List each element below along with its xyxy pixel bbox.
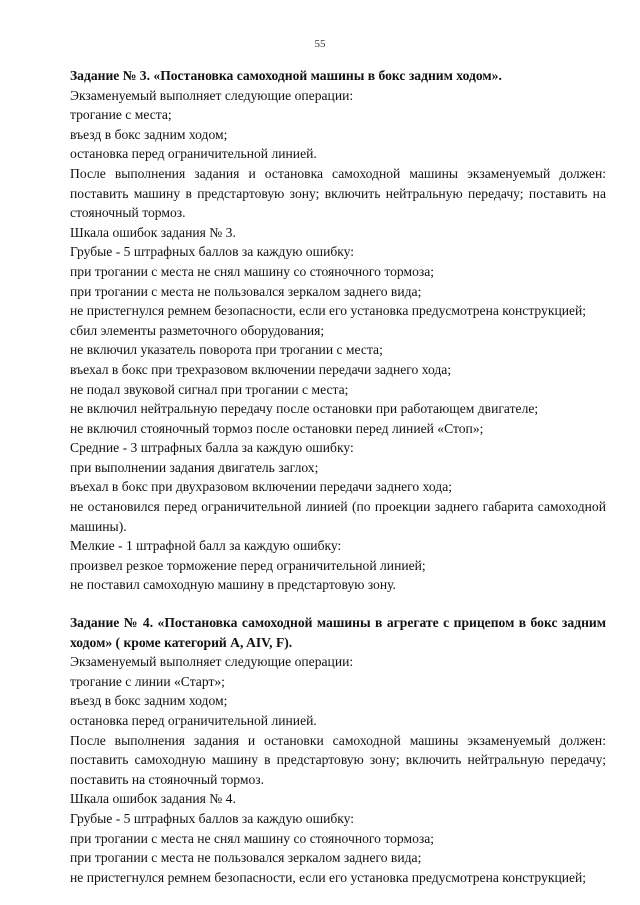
task-4-gross-item: при трогании с места не снял машину со стояночного тормоза; — [70, 830, 435, 846]
task-4-after-paragraph: После выполнения задания и остановки самоходной машины экзаменуемый должен: поставить самоходную машину в предстартовую зону; включить нейтральную передачу; поставить на стояночный тормоз. — [70, 732, 606, 787]
task-3-gross-item: не включил стояночный тормоз после остановки перед линией «Стоп»; — [70, 420, 484, 436]
page-content — [70, 66, 606, 887]
task-3-gross-item: не пристегнулся ремнем безопасности, если его установка предусмотрена конструкцией; — [70, 303, 587, 319]
task-3-gross-title: Грубые - 5 штрафных баллов за каждую ошибку: — [70, 244, 355, 260]
task-3-gross-item: въехал в бокс при трехразовом включении передачи заднего хода; — [70, 361, 452, 377]
task-3-gross-item: не подал звуковой сигнал при трогании с места; — [70, 381, 349, 397]
task-4-operation: въезд в бокс задним ходом; — [70, 693, 228, 709]
task-3-operation: трогание с места; — [70, 107, 172, 123]
task-3-minor-item: произвел резкое торможение перед ограничительной линией; — [70, 557, 426, 573]
task-3-operation: въезд в бокс задним ходом; — [70, 126, 228, 142]
section-spacer — [70, 595, 606, 613]
task-4-scale-title: Шкала ошибок задания № 4. — [70, 791, 236, 807]
task-4-intro: Экзаменуемый выполняет следующие операции: — [70, 654, 354, 670]
task-4-gross-item: не пристегнулся ремнем безопасности, если его установка предусмотрена конструкцией; — [70, 869, 587, 885]
task-4-heading: Задание № 4. «Постановка самоходной машины в агрегате с прицепом в бокс задним ходом» ( кроме категорий A, AIV, F). — [70, 615, 606, 650]
task-3-after-paragraph: После выполнения задания и остановка самоходной машины экзаменуемый должен: поставить машину в предстартовую зону; включить нейтральную передачу; поставить на стояночный тормоз. — [70, 165, 606, 221]
task-4-section — [70, 613, 606, 887]
task-3-minor-item: не поставил самоходную машину в предстартовую зону. — [70, 577, 396, 593]
task-3-gross-item: не включил указатель поворота при трогании с места; — [70, 342, 383, 358]
task-4-gross-title: Грубые - 5 штрафных баллов за каждую ошибку: — [70, 810, 355, 826]
task-3-operation: остановка перед ограничительной линией. — [70, 146, 317, 162]
task-3-heading: Задание № 3. «Постановка самоходной машины в бокс задним ходом». — [70, 68, 502, 83]
task-4-gross-item: при трогании с места не пользовался зеркалом заднего вида; — [70, 850, 422, 866]
task-3-gross-item: сбил элементы разметочного оборудования; — [70, 322, 325, 338]
task-3-medium-item: при выполнении задания двигатель заглох; — [70, 459, 319, 475]
task-3-intro: Экзаменуемый выполняет следующие операции: — [70, 87, 354, 103]
task-3-minor-title: Мелкие - 1 штрафной балл за каждую ошибку: — [70, 538, 342, 554]
task-3-medium-item: не остановился перед ограничительной линией (по проекции заднего габарита самоходной машины). — [70, 499, 606, 534]
task-4-operation: трогание с линии «Старт»; — [70, 673, 225, 689]
task-3-gross-item: при трогании с места не пользовался зеркалом заднего вида; — [70, 283, 422, 299]
page-number: 55 — [314, 38, 326, 50]
task-3-medium-title: Средние - 3 штрафных балла за каждую ошибку: — [70, 440, 354, 456]
task-3-gross-item: при трогании с места не снял машину со стояночного тормоза; — [70, 263, 435, 279]
task-3-scale-title: Шкала ошибок задания № 3. — [70, 224, 236, 240]
task-4-operation: остановка перед ограничительной линией. — [70, 713, 317, 728]
task-3-section — [70, 66, 606, 595]
task-3-medium-item: въехал в бокс при двухразовом включении передачи заднего хода; — [70, 479, 453, 495]
task-3-gross-item: не включил нейтральную передачу после остановки при работающем двигателе; — [70, 401, 539, 417]
